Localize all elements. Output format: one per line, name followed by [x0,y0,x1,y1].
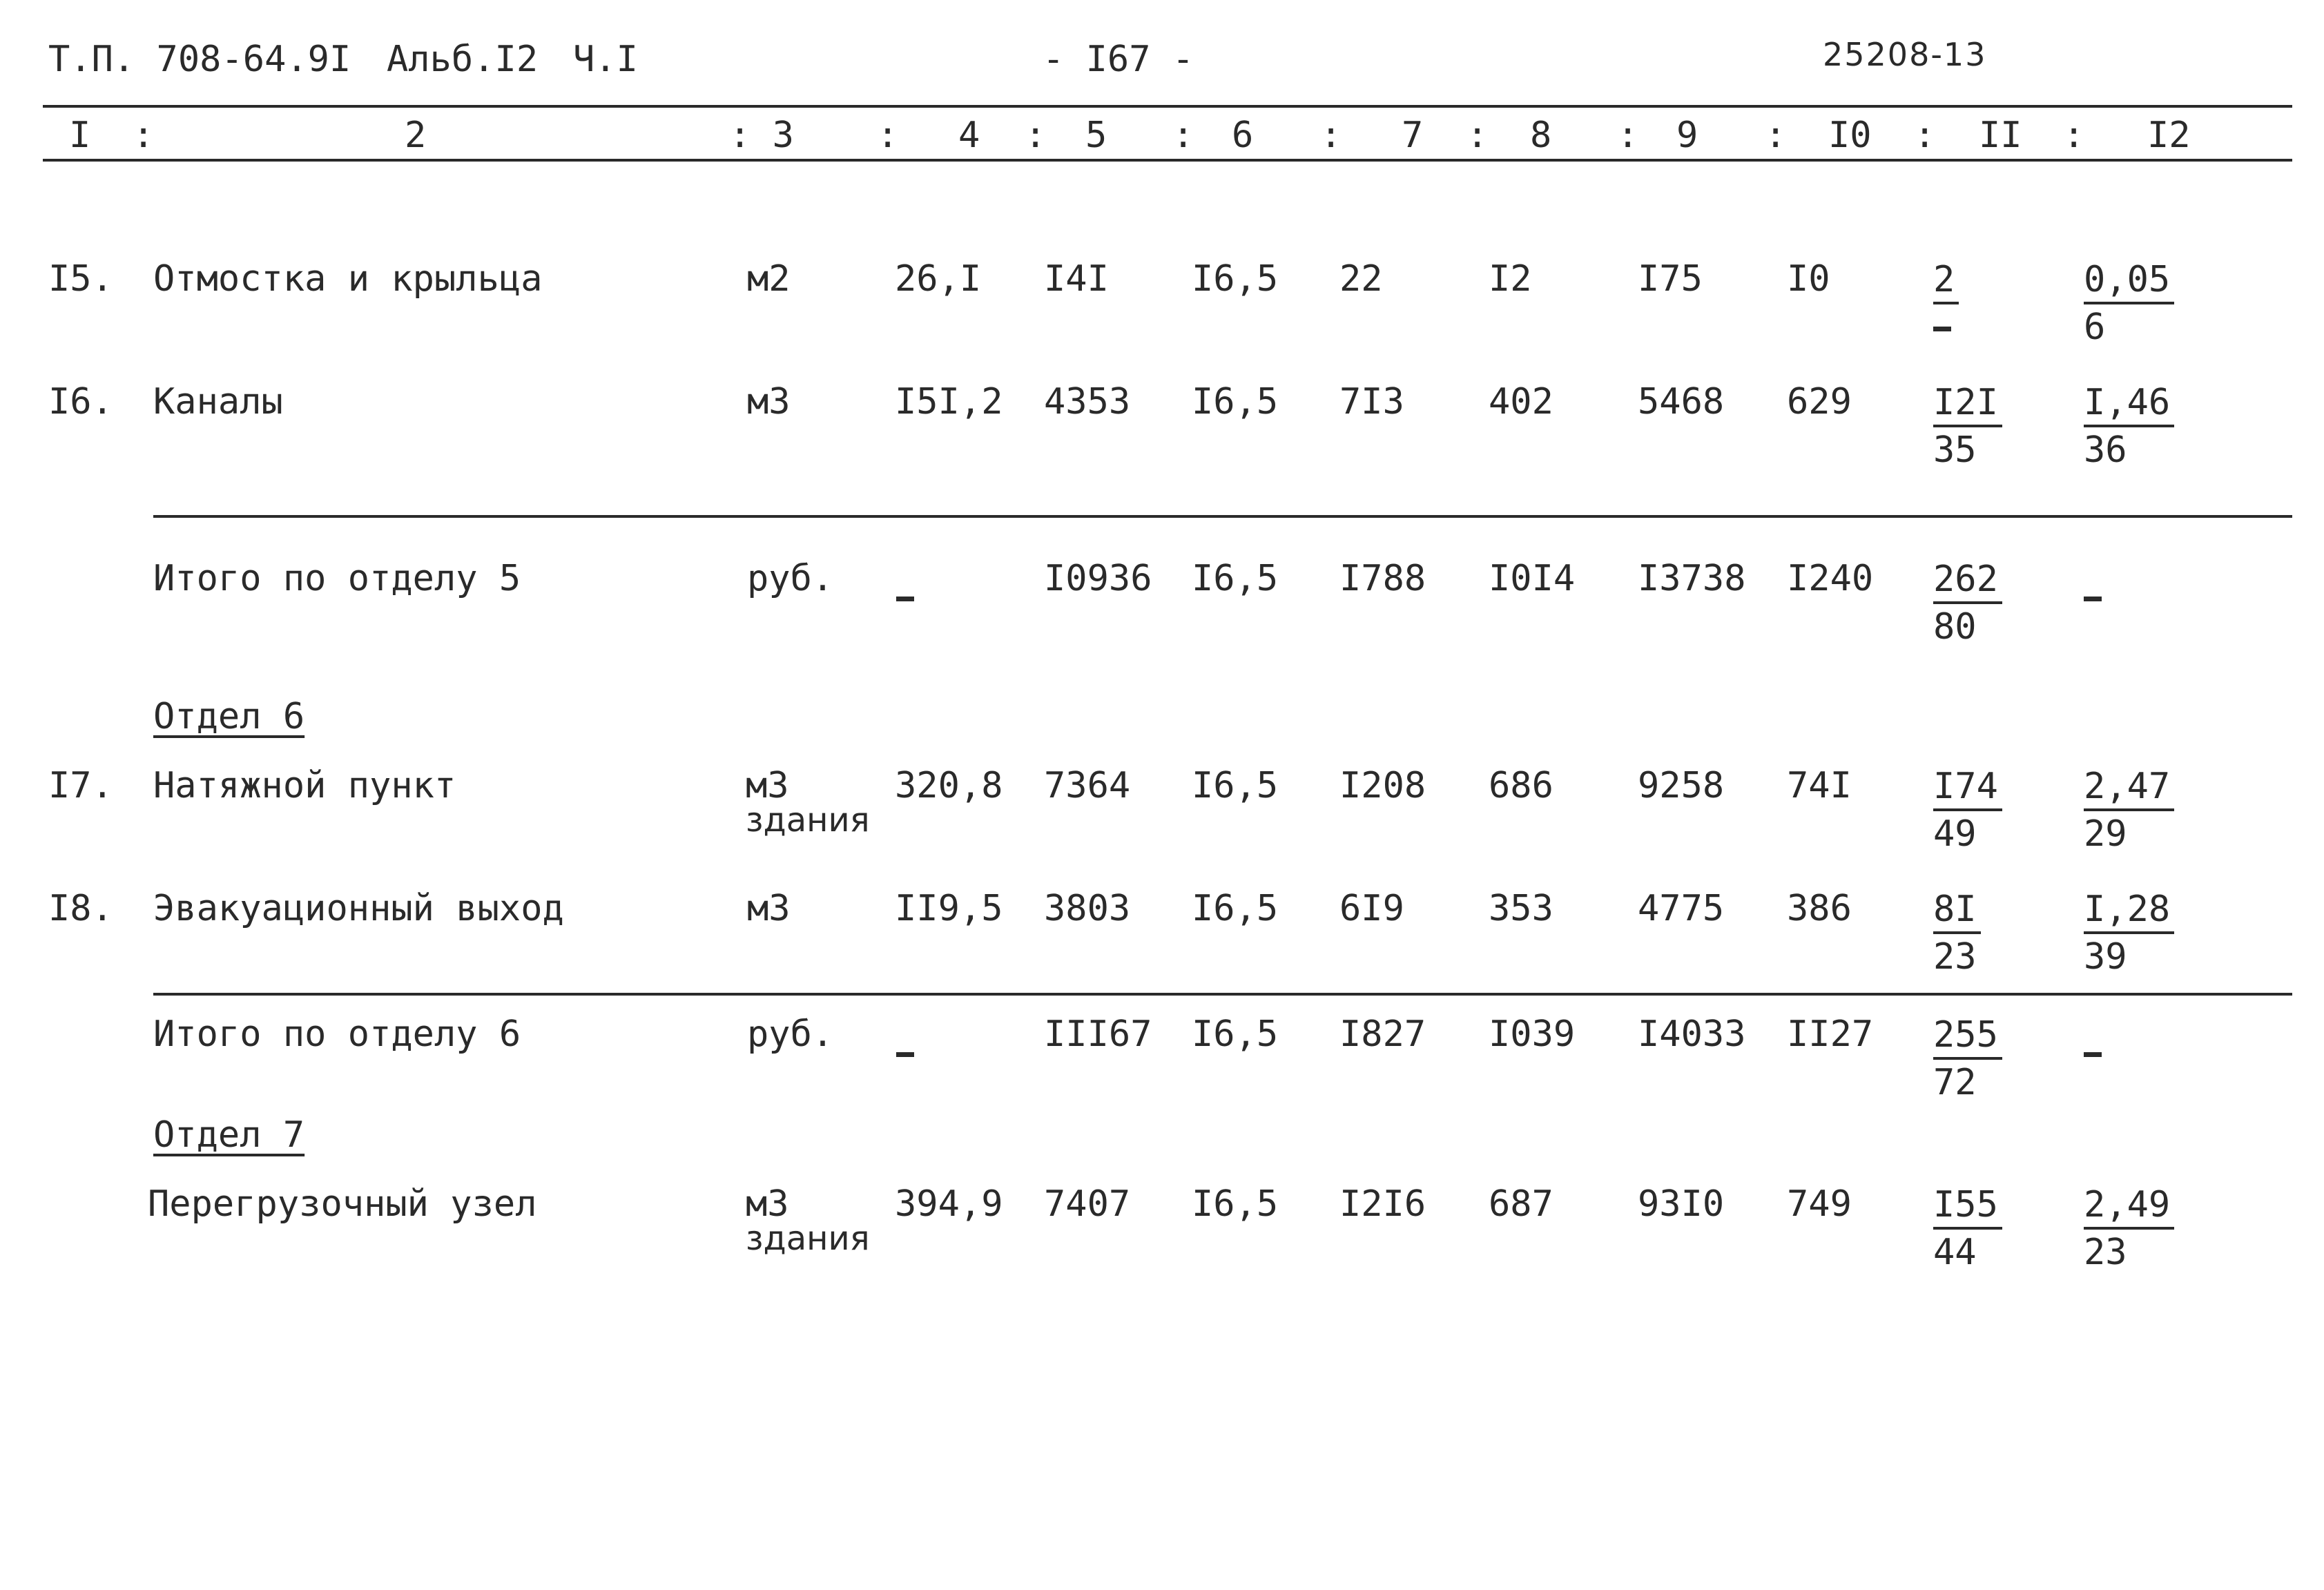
col-sep: : [1617,115,1639,156]
col-4: 4 [958,115,980,156]
cell-c11-fraction [1933,891,1981,976]
col-9: 9 [1676,115,1698,156]
cell-c6: I6,5 [1192,558,1279,599]
row-unit: м2 [747,258,791,300]
row-name: Итого по отделу 6 [153,1014,521,1055]
cell-c9: 93I0 [1638,1183,1725,1225]
row-unit: м3 [747,381,791,423]
fraction-bottom: 49 [1933,813,1977,855]
row-number: I8. [48,888,113,929]
row-name: Эвакуационный выход [153,888,564,929]
cell-c9: 4775 [1638,888,1725,929]
fraction-bottom: 72 [1933,1061,1977,1103]
cell-c10: II27 [1787,1014,1874,1055]
cell-c12-fraction [2084,768,2174,853]
cell-c6: I6,5 [1192,1183,1279,1225]
fraction-top: I,28 [2084,891,2174,934]
col-sep: : [1320,115,1342,156]
cell-c6: I6,5 [1192,258,1279,300]
col-6: 6 [1232,115,1254,156]
doc-number: 25208-13 [1823,36,1987,73]
cell-c6: I6,5 [1192,888,1279,929]
cell-c11-fraction [1933,1186,2002,1271]
cell-c10: 74I [1787,765,1852,806]
fraction-top: I2I [1933,384,2002,427]
row-unit: м3 [747,888,791,929]
col-7: 7 [1402,115,1424,156]
cell-c9: 5468 [1638,381,1725,423]
cell-c4: 320,8 [895,765,1003,806]
fraction-bottom: 23 [2084,1231,2127,1273]
dash-mark [2084,1052,2102,1057]
cell-c8: I2 [1489,258,1532,300]
cell-c4: II9,5 [895,888,1003,929]
cell-c12-dash [2084,1031,2102,1073]
cell-c12-fraction [2084,384,2174,469]
row-unit [746,1183,870,1258]
cell-c7: 6I9 [1339,888,1404,929]
cell-c8: I0I4 [1489,558,1576,599]
fraction-top: I55 [1933,1186,2002,1230]
col-8: 8 [1530,115,1552,156]
album-ref: Альб.I2 [387,39,539,80]
fraction-top: 0,05 [2084,261,2174,304]
section-heading: Отдел 7 [153,1114,305,1156]
cell-c8: 353 [1489,888,1553,929]
fraction-top: 255 [1933,1016,2002,1060]
doc-ref: Т.П. 708-64.9I [48,39,351,80]
cell-c11-fraction [1933,561,2002,646]
col-sep: : [877,115,899,156]
section-heading: Отдел 6 [153,696,305,737]
cell-c7: I788 [1339,558,1426,599]
col-sep: : [1172,115,1194,156]
cell-c6: I6,5 [1192,381,1279,423]
cell-c8: I039 [1489,1014,1576,1055]
cell-c8: 687 [1489,1183,1553,1225]
fraction-bottom: 35 [1933,429,1977,471]
cell-c4: I5I,2 [895,381,1003,423]
row-unit: руб. [747,558,834,599]
cell-c11-fraction [1933,261,1959,346]
col-sep: : [2063,115,2085,156]
cell-c5: 7364 [1044,765,1131,806]
cell-c6: I6,5 [1192,1014,1279,1055]
cell-c9: I4033 [1638,1014,1746,1055]
cell-c4-dash [896,576,914,617]
cell-c9: I75 [1638,258,1703,300]
section-rule [153,515,2292,518]
dash-mark [896,1052,914,1057]
part-ref: Ч.I [573,39,638,80]
fraction-bottom [1933,304,1959,347]
fraction-top: 8I [1933,891,1981,934]
fraction-top: I74 [1933,768,2002,811]
col-2: 2 [405,115,427,156]
header-rule-top [43,105,2292,108]
cell-c7: I2I6 [1339,1183,1426,1225]
fraction-bottom: 29 [2084,813,2127,855]
dash-mark [2084,597,2102,601]
cell-c5: 3803 [1044,888,1131,929]
row-name: Отмостка и крыльца [153,258,543,300]
fraction-bottom: 23 [1933,935,1977,978]
row-unit [746,765,870,840]
row-name: Каналы [153,381,283,423]
fraction-bottom: 80 [1933,605,1977,648]
col-3: : 3 [729,115,794,156]
cell-c4: 26,I [895,258,982,300]
cell-c5: I0936 [1044,558,1152,599]
row-number: I5. [48,258,113,300]
cell-c11-fraction [1933,384,2002,469]
cell-c5: III67 [1044,1014,1152,1055]
page-number: - I67 - [1043,39,1194,80]
col-5: 5 [1085,115,1107,156]
cell-c12-fraction [2084,1186,2174,1271]
cell-c12-dash [2084,576,2102,617]
cell-c10: I240 [1787,558,1874,599]
dash-mark [896,597,914,601]
col-1: I [69,115,91,156]
cell-c5: 7407 [1044,1183,1131,1225]
cell-c11-fraction [1933,1016,2002,1101]
row-unit: руб. [747,1014,834,1055]
col-11: II [1979,115,2022,156]
cell-c7: I827 [1339,1014,1426,1055]
row-number: I6. [48,381,113,423]
dash-mark [1933,327,1951,331]
col-sep: : [1466,115,1489,156]
cell-c12-fraction [2084,261,2174,346]
col-sep: : [133,115,155,156]
cell-c10: I0 [1787,258,1830,300]
row-name: Натяжной пункт [153,765,456,806]
unit-line: м3 [746,765,789,806]
fraction-bottom: 6 [2084,306,2106,348]
col-sep: : [1914,115,1936,156]
col-sep: : [1765,115,1787,156]
fraction-top: 2,49 [2084,1186,2174,1230]
unit-line-2: здания [746,1219,870,1258]
cell-c4: 394,9 [895,1183,1003,1225]
cell-c10: 749 [1787,1183,1852,1225]
cell-c9: 9258 [1638,765,1725,806]
fraction-top: 262 [1933,561,2002,604]
fraction-bottom: 44 [1933,1231,1977,1273]
cell-c7: 22 [1339,258,1383,300]
cell-c7: I208 [1339,765,1426,806]
header-rule-bottom [43,159,2292,162]
row-name: Перегрузочный узел [148,1183,537,1225]
cell-c9: I3738 [1638,558,1746,599]
fraction-bottom: 36 [2084,429,2127,471]
cell-c8: 686 [1489,765,1553,806]
row-number: I7. [48,765,113,806]
unit-line-2: здания [746,801,870,840]
fraction-top: 2,47 [2084,768,2174,811]
fraction-top: 2 [1933,261,1959,304]
fraction-bottom: 39 [2084,935,2127,978]
cell-c7: 7I3 [1339,381,1404,423]
cell-c5: I4I [1044,258,1109,300]
unit-line: м3 [746,1183,789,1225]
col-sep: : [1025,115,1047,156]
fraction-top: I,46 [2084,384,2174,427]
cell-c11-fraction [1933,768,2002,853]
cell-c12-fraction [2084,891,2174,976]
row-name: Итого по отделу 5 [153,558,521,599]
cell-c6: I6,5 [1192,765,1279,806]
col-10: I0 [1828,115,1872,156]
cell-c10: 629 [1787,381,1852,423]
cell-c8: 402 [1489,381,1553,423]
cell-c10: 386 [1787,888,1852,929]
cell-c4-dash [896,1031,914,1073]
cell-c5: 4353 [1044,381,1131,423]
col-12: I2 [2147,115,2191,156]
section-rule [153,993,2292,996]
